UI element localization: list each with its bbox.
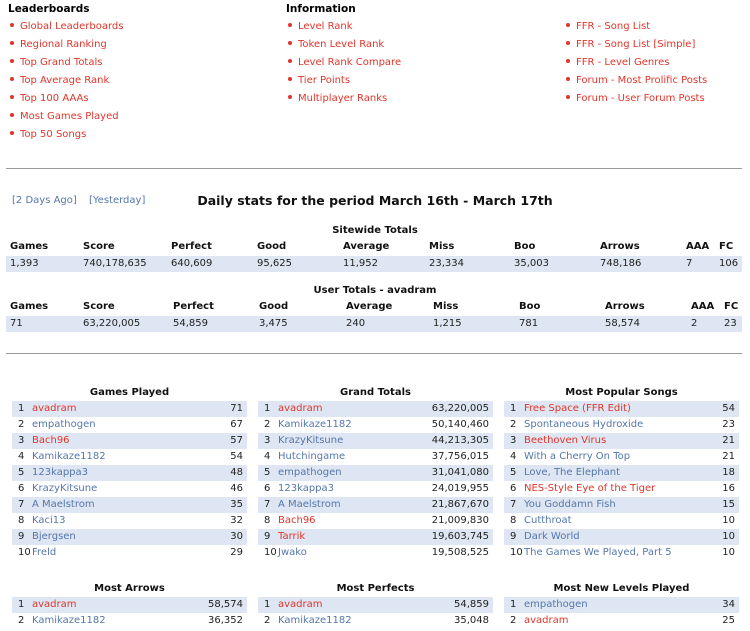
most-perfects-table	[258, 581, 493, 629]
entry-value: 54,859	[454, 599, 489, 610]
entry-value: 54	[230, 451, 243, 462]
table-row	[258, 545, 493, 561]
user-totals-title: User Totals - avadram	[313, 285, 437, 296]
table-row	[504, 545, 739, 561]
header-arrows: Arrows	[605, 301, 645, 312]
table-row	[258, 597, 493, 613]
value-aaa: 7	[686, 258, 693, 269]
nav-link-global-leaderboards[interactable]: Global Leaderboards	[8, 18, 123, 36]
value-average: 240	[346, 318, 366, 329]
entry-link[interactable]: avadram	[32, 599, 77, 610]
value-perfect: 54,859	[173, 318, 208, 329]
nav-link-level-rank[interactable]: Level Rank	[286, 18, 401, 36]
bullet-icon	[288, 59, 292, 63]
entry-value: 54	[722, 403, 735, 414]
rank-number: 2	[510, 419, 517, 430]
entry-link[interactable]: With a Cherry On Top	[524, 451, 631, 462]
table-row	[504, 497, 739, 513]
table-row	[258, 513, 493, 529]
table-title: Most Arrows	[94, 583, 165, 594]
table-row	[12, 529, 247, 545]
rank-number: 9	[264, 531, 271, 542]
entry-value: 10	[722, 531, 735, 542]
rank-number: 10	[18, 547, 31, 558]
bullet-icon	[288, 95, 292, 99]
yesterday-link[interactable]: [Yesterday]	[89, 195, 146, 206]
sitewide-values-row	[6, 256, 742, 272]
entry-link[interactable]: A Maelstrom	[278, 499, 341, 510]
rank-number: 9	[510, 531, 517, 542]
table-row	[12, 613, 247, 629]
entry-link[interactable]: Beethoven Virus	[524, 435, 607, 446]
header-aaa: AAA	[686, 241, 710, 252]
user-values-row	[6, 316, 742, 332]
entry-link[interactable]: The Games We Played, Part 5	[524, 547, 672, 558]
entry-link[interactable]: Cutthroat	[524, 515, 572, 526]
bullet-icon	[10, 77, 14, 81]
nav-link-top-grand-totals[interactable]: Top Grand Totals	[8, 54, 123, 72]
entry-value: 44,213,305	[431, 435, 489, 446]
entry-link[interactable]: avadram	[524, 615, 569, 626]
nav-link-top-average-rank[interactable]: Top Average Rank	[8, 72, 123, 90]
rank-number: 1	[264, 403, 271, 414]
table-row	[504, 401, 739, 417]
entry-value: 21,009,830	[431, 515, 489, 526]
header-boo: Boo	[514, 241, 536, 252]
nav-link-most-games-played[interactable]: Most Games Played	[8, 108, 123, 126]
rank-number: 10	[510, 547, 523, 558]
header-fc: FC	[719, 241, 734, 252]
external-links-column	[564, 0, 707, 108]
bullet-icon	[10, 95, 14, 99]
table-row	[12, 433, 247, 449]
entry-link[interactable]: Tarrik	[278, 531, 306, 542]
table-title: Most Popular Songs	[565, 387, 678, 398]
entry-link[interactable]: 123kappa3	[278, 483, 335, 494]
header-perfect: Perfect	[173, 301, 214, 312]
bullet-icon	[10, 59, 14, 63]
entry-value: 21	[722, 435, 735, 446]
entry-value: 58,574	[208, 599, 243, 610]
entry-value: 35	[230, 499, 243, 510]
value-perfect: 640,609	[171, 258, 213, 269]
user-header-row	[6, 299, 742, 315]
value-fc: 106	[719, 258, 739, 269]
value-arrows: 58,574	[605, 318, 640, 329]
header-games: Games	[10, 301, 49, 312]
two-days-ago-link[interactable]: [2 Days Ago]	[12, 195, 77, 206]
header-score: Score	[83, 301, 115, 312]
value-aaa: 2	[691, 318, 698, 329]
rank-number: 5	[18, 467, 25, 478]
table-row	[12, 465, 247, 481]
bullet-icon	[566, 23, 570, 27]
games-played-table	[12, 385, 247, 561]
bullet-icon	[10, 41, 14, 45]
table-row	[12, 497, 247, 513]
header-boo: Boo	[519, 301, 541, 312]
entry-value: 19,508,525	[431, 547, 489, 558]
header-miss: Miss	[429, 241, 455, 252]
bullet-icon	[10, 113, 14, 117]
leaderboards-heading: Leaderboards	[8, 3, 90, 15]
table-row	[12, 545, 247, 561]
entry-link[interactable]: KrazyKitsune	[278, 435, 344, 446]
entry-link[interactable]: avadram	[32, 403, 77, 414]
entry-link[interactable]: Bach96	[278, 515, 316, 526]
rank-number: 6	[264, 483, 271, 494]
entry-value: 31,041,080	[431, 467, 489, 478]
entry-value: 29	[230, 547, 243, 558]
table-title: Most Perfects	[336, 583, 415, 594]
entry-value: 36,352	[208, 615, 243, 626]
entry-link[interactable]: avadram	[278, 403, 323, 414]
nav-link-regional-ranking[interactable]: Regional Ranking	[8, 36, 123, 54]
nav-link-song-list-simple[interactable]: FFR - Song List [Simple]	[564, 36, 707, 54]
rank-number: 2	[18, 615, 25, 626]
rank-number: 3	[510, 435, 517, 446]
entry-link[interactable]: Kamikaze1182	[278, 419, 352, 430]
table-row	[258, 433, 493, 449]
header-good: Good	[259, 301, 289, 312]
table-row	[258, 613, 493, 629]
value-score: 740,178,635	[83, 258, 147, 269]
header-fc: FC	[724, 301, 739, 312]
rank-number: 7	[510, 499, 517, 510]
value-games: 71	[10, 318, 23, 329]
value-arrows: 748,186	[600, 258, 642, 269]
table-row	[258, 497, 493, 513]
entry-link[interactable]: avadram	[278, 599, 323, 610]
rank-number: 8	[510, 515, 517, 526]
nav-link-song-list[interactable]: FFR - Song List	[564, 18, 707, 36]
entry-link[interactable]: You Goddamn Fish	[524, 499, 616, 510]
table-row	[258, 465, 493, 481]
entry-value: 30	[230, 531, 243, 542]
rank-number: 1	[18, 599, 25, 610]
entry-link[interactable]: 123kappa3	[32, 467, 89, 478]
bullet-icon	[288, 41, 292, 45]
entry-value: 48	[230, 467, 243, 478]
header-arrows: Arrows	[600, 241, 640, 252]
table-row	[504, 597, 739, 613]
rank-number: 4	[264, 451, 271, 462]
header-perfect: Perfect	[171, 241, 212, 252]
entry-value: 21	[722, 451, 735, 462]
rank-number: 9	[18, 531, 25, 542]
value-good: 95,625	[257, 258, 292, 269]
table-row	[504, 513, 739, 529]
value-boo: 35,003	[514, 258, 549, 269]
rank-number: 1	[264, 599, 271, 610]
rank-number: 2	[264, 419, 271, 430]
entry-link[interactable]: Kamikaze1182	[32, 451, 106, 462]
entry-link[interactable]: Kamikaze1182	[32, 615, 106, 626]
table-row	[504, 465, 739, 481]
table-row	[12, 417, 247, 433]
entry-value: 18	[722, 467, 735, 478]
most-arrows-table	[12, 581, 247, 629]
entry-value: 63,220,005	[431, 403, 489, 414]
table-row	[504, 613, 739, 629]
entry-link[interactable]: Hutchingame	[278, 451, 346, 462]
rank-number: 4	[18, 451, 25, 462]
nav-link-multiplayer-ranks[interactable]: Multiplayer Ranks	[286, 90, 401, 108]
rank-number: 6	[18, 483, 25, 494]
rank-number: 10	[264, 547, 277, 558]
nav-link-top-50-songs[interactable]: Top 50 Songs	[8, 126, 123, 144]
nav-link-level-rank-compare[interactable]: Level Rank Compare	[286, 54, 401, 72]
entry-link[interactable]: Kaci13	[32, 515, 66, 526]
entry-value: 23	[722, 419, 735, 430]
entry-link[interactable]: Kamikaze1182	[278, 615, 352, 626]
sitewide-header-row	[6, 239, 742, 255]
table-row	[258, 529, 493, 545]
entry-value: 57	[230, 435, 243, 446]
header-average: Average	[346, 301, 393, 312]
entry-link[interactable]: Dark World	[524, 531, 580, 542]
rank-number: 2	[18, 419, 25, 430]
entry-value: 21,867,670	[431, 499, 489, 510]
header-score: Score	[83, 241, 115, 252]
entry-value: 34	[722, 599, 735, 610]
rank-number: 3	[264, 435, 271, 446]
table-row	[12, 449, 247, 465]
bullet-icon	[566, 95, 570, 99]
nav-link-user-forum-posts[interactable]: Forum - User Forum Posts	[564, 90, 707, 108]
entry-value: 50,140,460	[431, 419, 489, 430]
value-miss: 1,215	[433, 318, 462, 329]
rank-number: 1	[510, 403, 517, 414]
entry-value: 15	[722, 499, 735, 510]
bullet-icon	[10, 131, 14, 135]
table-title: Most New Levels Played	[553, 583, 690, 594]
entry-link[interactable]: empathogen	[32, 419, 96, 430]
entry-link[interactable]: empathogen	[524, 599, 588, 610]
entry-link[interactable]: Love, The Elephant	[524, 467, 621, 478]
bullet-icon	[566, 59, 570, 63]
nav-link-prolific-posts[interactable]: Forum - Most Prolific Posts	[564, 72, 707, 90]
table-row	[504, 417, 739, 433]
information-column	[286, 0, 401, 108]
entry-link[interactable]: Jwako	[278, 547, 307, 558]
rank-number: 7	[264, 499, 271, 510]
nav-link-token-level-rank[interactable]: Token Level Rank	[286, 36, 401, 54]
entry-value: 24,019,955	[431, 483, 489, 494]
page-title: Daily stats for the period March 16th - March 17th	[197, 193, 553, 208]
header-average: Average	[343, 241, 390, 252]
table-row	[12, 401, 247, 417]
header-aaa: AAA	[691, 301, 715, 312]
bullet-icon	[10, 23, 14, 27]
value-miss: 23,334	[429, 258, 464, 269]
table-row	[258, 449, 493, 465]
entry-link[interactable]: A Maelstrom	[32, 499, 95, 510]
bullet-icon	[566, 77, 570, 81]
entry-link[interactable]: Bjergsen	[32, 531, 76, 542]
table-title: Games Played	[89, 387, 170, 398]
table-row	[504, 433, 739, 449]
table-row	[258, 481, 493, 497]
entry-value: 46	[230, 483, 243, 494]
table-row	[12, 513, 247, 529]
entry-value: 16	[722, 483, 735, 494]
table-row	[12, 481, 247, 497]
nav-link-level-genres[interactable]: FFR - Level Genres	[564, 54, 707, 72]
entry-value: 32	[230, 515, 243, 526]
entry-value: 67	[230, 419, 243, 430]
rank-number: 2	[264, 615, 271, 626]
rank-number: 8	[264, 515, 271, 526]
value-fc: 23	[724, 318, 737, 329]
value-average: 11,952	[343, 258, 378, 269]
entry-link[interactable]: Freld	[32, 547, 57, 558]
value-games: 1,393	[10, 258, 39, 269]
rank-number: 8	[18, 515, 25, 526]
nav-link-top-100-aaas[interactable]: Top 100 AAAs	[8, 90, 123, 108]
header-miss: Miss	[433, 301, 459, 312]
new-levels-table	[504, 581, 739, 629]
rank-number: 5	[264, 467, 271, 478]
entry-link[interactable]: KrazyKitsune	[32, 483, 98, 494]
sitewide-totals-title: Sitewide Totals	[332, 225, 418, 236]
entry-link[interactable]: NES-Style Eye of the Tiger	[524, 483, 656, 494]
table-row	[504, 449, 739, 465]
rank-number: 6	[510, 483, 517, 494]
table-row	[504, 529, 739, 545]
header-games: Games	[10, 241, 49, 252]
table-row	[504, 481, 739, 497]
table-row	[12, 597, 247, 613]
table-row	[258, 401, 493, 417]
bullet-icon	[288, 23, 292, 27]
header-good: Good	[257, 241, 287, 252]
rank-number: 1	[510, 599, 517, 610]
divider	[6, 353, 742, 354]
entry-link[interactable]: empathogen	[278, 467, 342, 478]
entry-value: 10	[722, 515, 735, 526]
rank-number: 3	[18, 435, 25, 446]
value-boo: 781	[519, 318, 539, 329]
entry-value: 35,048	[454, 615, 489, 626]
entry-value: 25	[722, 615, 735, 626]
table-title: Grand Totals	[340, 387, 411, 398]
rank-number: 4	[510, 451, 517, 462]
divider	[6, 168, 742, 169]
information-heading: Information	[286, 3, 356, 15]
entry-link[interactable]: Bach96	[32, 435, 70, 446]
leaderboards-column	[8, 0, 123, 144]
grand-totals-table	[258, 385, 493, 561]
rank-number: 5	[510, 467, 517, 478]
value-score: 63,220,005	[83, 318, 141, 329]
value-good: 3,475	[259, 318, 288, 329]
bullet-icon	[288, 77, 292, 81]
rank-number: 7	[18, 499, 25, 510]
entry-value: 37,756,015	[431, 451, 489, 462]
rank-number: 2	[510, 615, 517, 626]
nav-link-tier-points[interactable]: Tier Points	[286, 72, 401, 90]
table-row	[258, 417, 493, 433]
rank-number: 1	[18, 403, 25, 414]
entry-value: 71	[230, 403, 243, 414]
entry-link[interactable]: Free Space (FFR Edit)	[524, 403, 631, 414]
bullet-icon	[566, 41, 570, 45]
entry-value: 19,603,745	[431, 531, 489, 542]
popular-songs-table	[504, 385, 739, 561]
entry-value: 10	[722, 547, 735, 558]
entry-link[interactable]: Spontaneous Hydroxide	[524, 419, 644, 430]
